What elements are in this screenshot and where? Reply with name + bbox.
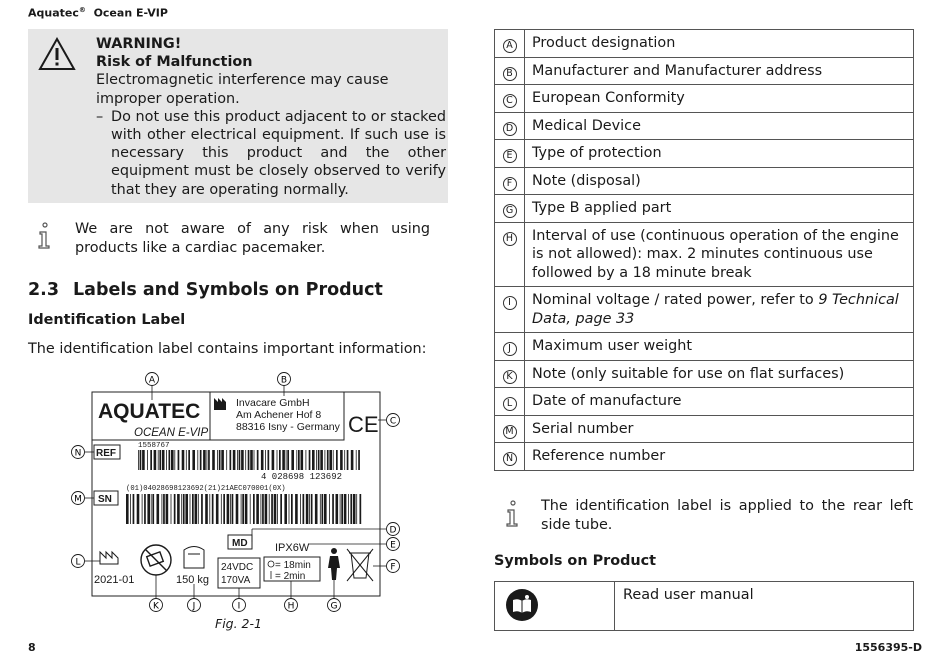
- svg-text:K: K: [153, 601, 159, 612]
- svg-text:E: E: [390, 540, 396, 551]
- legend-letter: J: [503, 342, 517, 356]
- legend-description: Serial number: [525, 415, 914, 443]
- ean-digits: 4 028698 123692: [261, 472, 343, 482]
- running-header: Aquatec® Ocean E-VIP: [28, 6, 168, 20]
- sn-label: SN: [98, 494, 112, 505]
- svg-text:L: L: [75, 557, 81, 568]
- svg-text:M: M: [74, 494, 82, 505]
- model-text: OCEAN E-VIP: [134, 427, 209, 439]
- figure-caption: Fig. 2-1: [215, 616, 262, 631]
- legend-letter-cell: [495, 415, 525, 443]
- legend-table: [494, 29, 914, 471]
- manufacturer-line-3: 88316 Isny - Germany: [236, 421, 340, 433]
- legend-letter: M: [503, 425, 517, 439]
- legend-letter: H: [503, 232, 517, 246]
- label-location-note: The identification label is applied to the rear left side tube.: [541, 498, 913, 533]
- callout-n: [72, 446, 85, 459]
- svg-text:C: C: [389, 416, 397, 427]
- legend-letter: E: [503, 149, 517, 163]
- legend-letter-cell: [495, 333, 525, 361]
- ref-label: REF: [96, 448, 116, 459]
- legend-letter: G: [503, 204, 517, 218]
- legend-letter-cell: [495, 140, 525, 168]
- ref-number: 1558767: [138, 442, 170, 450]
- legend-description: Note (only suitable for use on flat surfaces): [525, 360, 914, 388]
- legend-letter: A: [503, 39, 517, 53]
- legend-row: [495, 30, 914, 58]
- svg-text:J: J: [192, 601, 196, 612]
- callout-f: [387, 560, 400, 573]
- symbols-heading: Symbols on Product: [494, 553, 657, 569]
- power-value: 170VA: [221, 575, 251, 586]
- info-icon: [36, 222, 52, 250]
- legend-letter-cell: [495, 112, 525, 140]
- callout-e: [387, 538, 400, 551]
- voltage-value: 24VDC: [221, 562, 254, 573]
- legend-letter: D: [503, 122, 517, 136]
- gs1-text: (01)04028698123692(21)21AEC070001(0X): [126, 485, 286, 493]
- legend-letter-cell: [495, 360, 525, 388]
- svg-text:D: D: [389, 525, 397, 536]
- legend-letter-cell: [495, 85, 525, 113]
- info-icon: [504, 500, 520, 528]
- svg-text:B: B: [280, 375, 288, 386]
- warning-title: WARNING!: [96, 36, 182, 52]
- callout-i: [233, 599, 246, 612]
- legend-letter: N: [503, 452, 517, 466]
- md-label: MD: [232, 538, 248, 549]
- callout-d: [387, 523, 400, 536]
- legend-letter: L: [503, 397, 517, 411]
- identification-heading: Identification Label: [28, 312, 186, 328]
- svg-text:N: N: [74, 448, 82, 459]
- callout-b: [278, 373, 291, 386]
- legend-description: Date of manufacture: [525, 388, 914, 416]
- callout-m: [72, 492, 85, 505]
- legend-row: [495, 443, 914, 471]
- legend-letter-cell: [495, 287, 525, 333]
- callout-l: [72, 555, 85, 568]
- legend-description: European Conformity: [525, 85, 914, 113]
- symbol-cell: [495, 582, 615, 631]
- identification-label-figure: [68, 368, 408, 616]
- svg-text:G: G: [330, 601, 338, 612]
- legend-description: Nominal voltage / rated power, refer to 9 Technical Data, page 33: [525, 287, 914, 333]
- pacemaker-note: We are not aware of any risk when using products like a cardiac pacemaker.: [75, 221, 430, 256]
- legend-description: Reference number: [525, 443, 914, 471]
- svg-text:I: I: [237, 601, 241, 612]
- duty-on: = 2min: [275, 571, 306, 582]
- svg-text:A: A: [148, 375, 156, 386]
- legend-letter: I: [503, 296, 517, 310]
- legend-letter-cell: [495, 222, 525, 287]
- manufacturer-line-1: Invacare GmbH: [236, 397, 310, 409]
- page-number: 8: [28, 641, 36, 654]
- ce-mark: CE: [348, 412, 379, 437]
- legend-row: [495, 195, 914, 223]
- legend-row: [495, 57, 914, 85]
- legend-description: Medical Device: [525, 112, 914, 140]
- symbol-description: Read user manual: [615, 582, 914, 631]
- legend-row: [495, 140, 914, 168]
- legend-row: [495, 333, 914, 361]
- legend-row: [495, 388, 914, 416]
- legend-letter: C: [503, 94, 517, 108]
- legend-description: Note (disposal): [525, 167, 914, 195]
- identification-paragraph: The identification label contains important information:: [28, 341, 427, 357]
- legend-row: [495, 85, 914, 113]
- legend-description: Maximum user weight: [525, 333, 914, 361]
- legend-description: Type of protection: [525, 140, 914, 168]
- callout-g: [328, 599, 341, 612]
- callout-k: [150, 599, 163, 612]
- read-manual-icon: [505, 588, 539, 622]
- warning-box: [28, 29, 448, 203]
- callout-j: [188, 599, 201, 612]
- legend-letter: B: [503, 67, 517, 81]
- aquatec-logo: AQUATEC: [98, 400, 201, 423]
- legend-row: [495, 167, 914, 195]
- duty-off: = 18min: [275, 560, 311, 571]
- legend-row: [495, 222, 914, 287]
- legend-row: [495, 287, 914, 333]
- svg-text:H: H: [287, 601, 295, 612]
- ip-rating: IPX6W: [275, 542, 310, 554]
- legend-description: Type B applied part: [525, 195, 914, 223]
- legend-letter-cell: [495, 443, 525, 471]
- legend-description: Manufacturer and Manufacturer address: [525, 57, 914, 85]
- legend-description: Interval of use (continuous operation of the engine is not allowed): max. 2 minutes continuous use followed by a 18 minute break: [525, 222, 914, 287]
- legend-letter-cell: [495, 195, 525, 223]
- warning-triangle-icon: [38, 37, 76, 71]
- legend-description: Product designation: [525, 30, 914, 58]
- legend-letter: K: [503, 370, 517, 384]
- manufacturer-line-2: Am Achener Hof 8: [236, 409, 322, 421]
- legend-letter: F: [503, 177, 517, 191]
- callout-c: [387, 414, 400, 427]
- svg-text:F: F: [390, 562, 396, 573]
- symbols-table: [494, 581, 914, 631]
- legend-letter-cell: [495, 167, 525, 195]
- symbol-row: [495, 582, 914, 631]
- callout-h: [285, 599, 298, 612]
- warning-item: – Do not use this product adjacent to or stacked with other electrical equipment. If such use is necessary this product and the other equipment must be closely observed to verify that they are operating normally.: [96, 108, 446, 198]
- warning-body: Electromagnetic interference may cause improper operation.: [96, 72, 389, 107]
- callout-a: [146, 373, 159, 386]
- legend-row: [495, 415, 914, 443]
- max-weight: 150 kg: [176, 574, 210, 586]
- legend-letter-cell: [495, 57, 525, 85]
- document-number: 1556395-D: [854, 641, 922, 654]
- section-title: 2.3 Labels and Symbols on Product: [28, 280, 383, 300]
- manufacture-date: 2021-01: [94, 574, 135, 586]
- legend-letter-cell: [495, 30, 525, 58]
- legend-row: [495, 360, 914, 388]
- warning-subtitle: Risk of Malfunction: [96, 54, 253, 71]
- legend-letter-cell: [495, 388, 525, 416]
- legend-row: [495, 112, 914, 140]
